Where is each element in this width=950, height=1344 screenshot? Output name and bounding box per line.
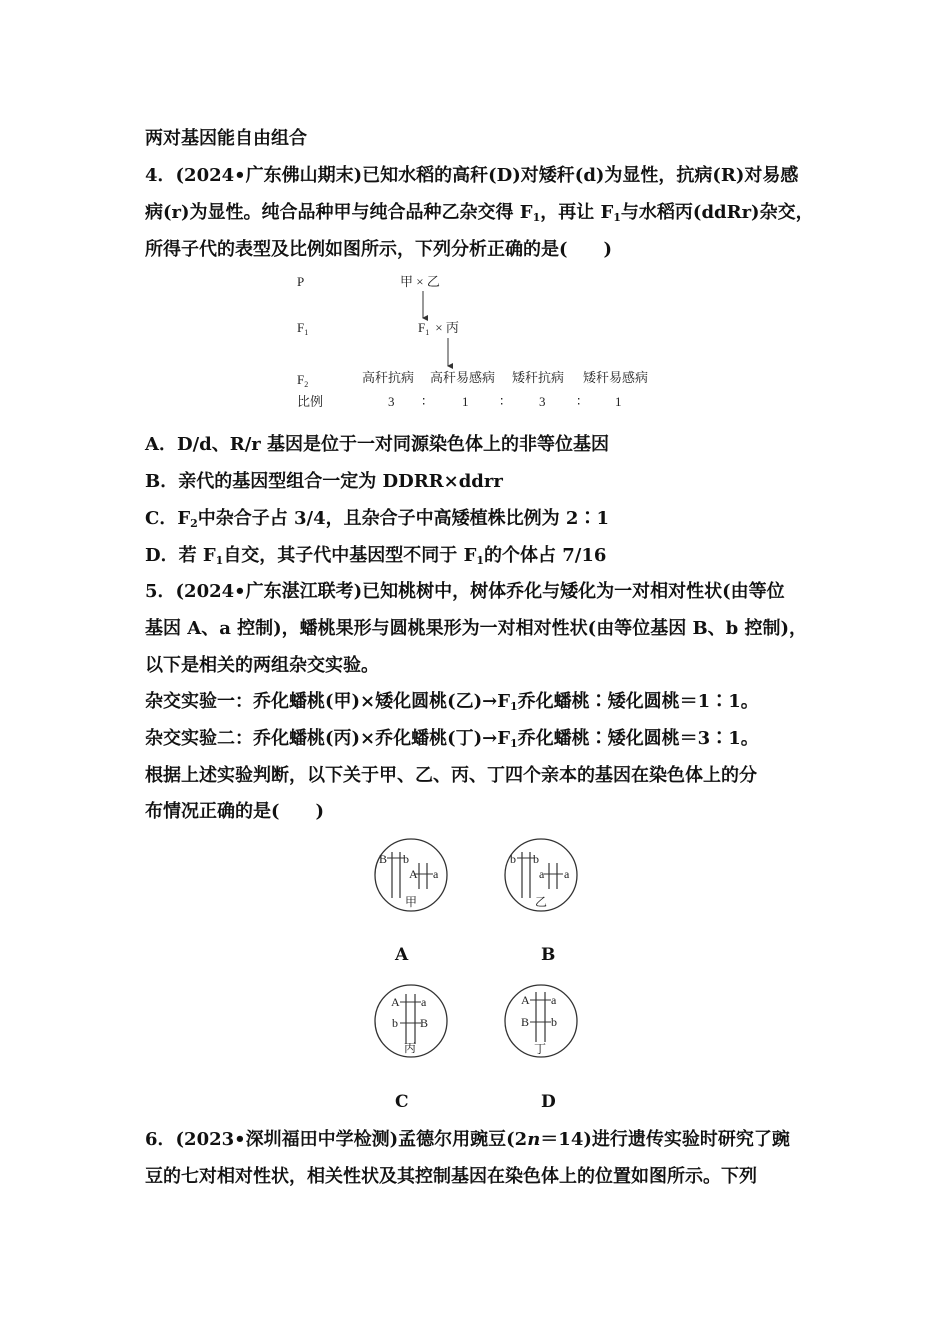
gene-label: B xyxy=(420,1016,429,1030)
phenotype-4: 矮秆易感病 xyxy=(583,370,649,385)
question-4-stem: 所得子代的表型及比例如图所示，下列分析正确的是( ) xyxy=(145,239,613,260)
question-4-stem: 病(r)为显性。纯合品种甲与纯合品种乙杂交得 $F_1$，再让 $F_1$与水稻丙(ddRr)杂交， xyxy=(145,202,814,224)
cell-name: 甲 xyxy=(405,895,418,909)
question-6-stem: 6．(2023•深圳福田中学检测)孟德尔用豌豆(2n＝14)进行遗传实验时研究了豌 xyxy=(145,1129,790,1150)
gene-label: A xyxy=(409,867,418,881)
gene-label: a xyxy=(539,867,545,881)
option-C[interactable]: C．$F_2$中杂合子占 3/4，且杂合子中高矮植株比例为 2∶1 xyxy=(145,508,609,530)
gene-label: a xyxy=(433,867,439,881)
gene-label: a xyxy=(564,867,570,881)
gene-label: b xyxy=(392,1016,398,1030)
phenotype-1: 高秆抗病 xyxy=(362,370,415,385)
ratio-colon: ∶ xyxy=(422,394,426,409)
cell-diagram-D xyxy=(502,982,580,1060)
ratio-colon: ∶ xyxy=(577,394,581,409)
cross-diagram xyxy=(290,266,670,416)
option-D[interactable]: D．若 $F_1$自交，其子代中基因型不同于 $F_1$的个体占 7/16 xyxy=(145,545,607,567)
question-6-stem: 豆的七对相对性状，相关性状及其控制基因在染色体上的位置如图所示。下列 xyxy=(145,1166,757,1187)
F1-cross-label: $F_1$ × 丙 xyxy=(418,320,459,337)
ratio-label: 比例 xyxy=(297,394,324,409)
ratio-2: 1 xyxy=(462,394,469,409)
gene-label: B xyxy=(379,852,388,866)
text-line: 两对基因能自由组合 xyxy=(145,128,307,149)
question-5-stem: 以下是相关的两组杂交实验。 xyxy=(145,655,379,676)
gene-label: a xyxy=(421,995,427,1009)
gene-label: a xyxy=(551,993,557,1007)
P-label: P xyxy=(297,274,305,289)
figure-label-C: C xyxy=(395,1092,409,1112)
figure-label-B: B xyxy=(541,945,556,965)
gene-label: b xyxy=(510,852,516,866)
figure-label-D: D xyxy=(541,1092,556,1112)
question-4-stem: 4．(2024•广东佛山期末)已知水稻的高秆(D)对矮秆(d)为显性，抗病(R)对易感 xyxy=(145,165,799,186)
gene-label: b xyxy=(533,852,539,866)
gene-label: b xyxy=(403,852,409,866)
experiment-1: 杂交实验一：乔化蟠桃(甲)×矮化圆桃(乙)$\to F_1$乔化蟠桃∶矮化圆桃＝1∶1。 xyxy=(145,691,759,713)
cell-diagram-B xyxy=(502,836,580,914)
ratio-1: 3 xyxy=(388,394,395,409)
gene-label: A xyxy=(521,993,530,1007)
cell-name: 丙 xyxy=(404,1041,417,1055)
figure-label-A: A xyxy=(395,945,409,965)
cell-name: 乙 xyxy=(535,895,548,909)
phenotype-3: 矮秆抗病 xyxy=(512,370,565,385)
option-A[interactable]: A．D/d、R/r 基因是位于一对同源染色体上的非等位基因 xyxy=(145,434,610,455)
phenotype-2: 高秆易感病 xyxy=(430,370,496,385)
gene-label: B xyxy=(521,1015,530,1029)
question-5-stem: 布情况正确的是( ) xyxy=(145,801,325,822)
experiment-2: 杂交实验二：乔化蟠桃(丙)×乔化蟠桃(丁)$\to F_1$乔化蟠桃∶矮化圆桃＝3∶1。 xyxy=(145,728,759,750)
F1-label: $F_1$ xyxy=(297,320,309,337)
ratio-colon: ∶ xyxy=(500,394,504,409)
gene-label: A xyxy=(391,995,400,1009)
parents-label: 甲 × 乙 xyxy=(400,274,440,289)
ratio-4: 1 xyxy=(615,394,622,409)
option-B[interactable]: B．亲代的基因型组合一定为 DDRR×ddrr xyxy=(145,471,503,492)
F2-label: $F_2$ xyxy=(297,372,309,389)
cell-diagram-A xyxy=(372,836,450,914)
ratio-3: 3 xyxy=(539,394,546,409)
question-5-stem: 基因 A、a 控制)，蟠桃果形与圆桃果形为一对相对性状(由等位基因 B、b 控制)， xyxy=(145,618,808,639)
gene-label: b xyxy=(551,1015,557,1029)
question-5-stem: 5．(2024•广东湛江联考)已知桃树中，树体乔化与矮化为一对相对性状(由等位 xyxy=(145,581,785,602)
cell-diagram-C xyxy=(372,982,450,1060)
cell-name: 丁 xyxy=(534,1042,547,1056)
question-5-stem: 根据上述实验判断，以下关于甲、乙、丙、丁四个亲本的基因在染色体上的分 xyxy=(145,765,757,786)
